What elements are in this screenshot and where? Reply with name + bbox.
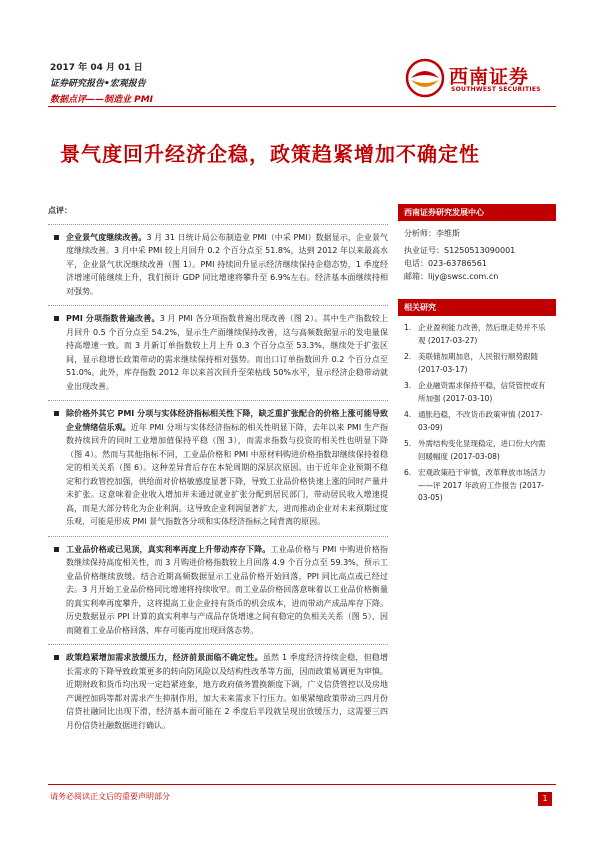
paragraph-4 <box>48 543 388 638</box>
related-item[interactable] <box>404 438 552 463</box>
related-item-date: (2017-03-09) <box>418 410 543 432</box>
bullet-icon <box>54 316 59 321</box>
main-content <box>48 204 388 739</box>
bullet-icon <box>54 547 59 552</box>
footer-divider <box>48 784 556 785</box>
related-item[interactable] <box>404 467 552 505</box>
related-item-date: (2017-03-17) <box>418 364 468 374</box>
report-date: 2017 年 04 月 01 日 <box>50 63 143 73</box>
logo-mark-icon <box>405 58 445 98</box>
report-header <box>50 60 153 108</box>
analyst-license: 执业证号：S1250513090001 <box>404 246 516 255</box>
analyst-info <box>398 221 556 289</box>
section-divider <box>48 224 388 225</box>
paragraph-divider <box>48 536 388 537</box>
related-item-title: 通胀趋稳，不改货币政策审慎 <box>418 410 516 419</box>
sidebar <box>398 204 556 509</box>
institute-header: 西南证券研究发展中心 <box>398 204 556 221</box>
company-logo <box>405 58 555 98</box>
page-number: 1 <box>538 792 552 806</box>
analyst-phone: 电话：023-63786561 <box>404 259 487 268</box>
paragraph-text: 3 月 PMI 各分项指数普遍出现改善（图 2）。其中生产指数较上月回升 0.5 个百分点至 54.2%，显示生产面继续保持改善，这与高频数据显示的发电量保持高增速一致。而 3 月新订单指数较上月上升 0.3 个百分点至 53.3%，继续处于扩张区间，显示稳增长政策带动的需求继续保持相对强势。而出口订单指数回升 0.2 个百分点至 51.0%。此外，库存指数 2012 年以来首次回升至荣枯线 50%水平，显示经济企稳带动就业出现改善。 <box>66 314 388 391</box>
paragraph-lead: PMI 分项指数普遍改善。 <box>66 314 160 323</box>
paragraph-lead: 企业景气度继续改善。 <box>66 232 147 242</box>
related-item[interactable] <box>404 351 552 376</box>
paragraph-lead: 工业品价格或已见顶，真实利率再度上升带动库存下降。 <box>66 544 271 554</box>
report-type: 证券研究报告•宏观报告 <box>50 79 146 89</box>
paragraph-text: 虽然 1 季度经济持续企稳，但稳增长需求的下降导致政策更多的转向防风险以及结构性改革等方面，因而政策易调更为审慎。近期财政和货币均出现一定趋紧迹象，地方政府债务置换额度下调，广义信贷管控以及房地产调控加码等都对需求产生抑制作用，加大未来需求下行压力。如果紧缩政策带动三四月份信贷社融同比出现下滑，经济基本面可能在 2 季度后半段就呈现出放缓压力，这需要三四月份信贷社融数据进行确认。 <box>66 653 388 730</box>
paragraph-text: 近年 PMI 分项与实体经济指标的相关性明显下降，去年以来 PMI 生产指数持续回升的同时工业增加值保持平稳（图 3），而需求指数与投资的相关性也明显下降（图 4）。然而与其他指标不同，工业品价格和 PMI 中原材料购进价格指数却继续保持着稳定的相关关系（图 6）。这种差异背后存在本轮周期的深层次原因。由于近年企业预期不稳定和行政管控加强，供给面对价格敏感度显著下降，导致工业品价格快速上涨的同时产量并未扩张。这意味着企业收入增加并未通过就业扩张分配到居民部门，带动居民收入增速提高，而是大部分转化为企业利润。这导致企业利润显著扩大，进而推动企业对未来预期过度乐观，可能是形成 PMI 景气指数各分项和实体经济指标之间背离的原因。 <box>66 422 389 526</box>
bullet-icon <box>54 411 59 416</box>
related-research-header: 相关研究 <box>398 299 556 316</box>
related-item-date: (2017-03-08) <box>450 451 500 461</box>
paragraph-5 <box>48 651 388 732</box>
related-item-num: 1. <box>404 323 412 332</box>
related-item-num: 3. <box>404 381 412 390</box>
related-item-num: 2. <box>404 352 412 361</box>
paragraph-divider <box>48 400 388 401</box>
paragraph-3 <box>48 407 388 529</box>
related-item-date: (2017-03-27) <box>427 335 478 345</box>
paragraph-divider <box>48 305 388 306</box>
header-divider <box>48 106 556 107</box>
paragraph-lead: 除价格外其它 PMI 分项与实体经济指标相关性下降，缺乏重扩张配合的价格上涨可能导致企业情绪信乐观。 <box>66 409 388 432</box>
paragraph-text: 工业品价格与 PMI 中购进价格指数继续保持高度相关性，而 3 月购进价格指数较上月回落 4.9 个百分点至 59.3%，预示工业品价格继续放缓。结合近期高频数据显示工业品价格开始回落，PPI 同比高点或已经过去。3 月开始工业品价格同比增速将持续收窄。而工业品价格回落意味着以工业品价格衡量的真实利率再度攀升，这将提高工业企业持有货币的机会成本，进而带动产成品库存下降。历史数据显示 PPI 计算的真实利率与产成品存货增速之间有稳定的负相关关系（图 5），因而随着工业品价格回落，库存可能再度出现回落态势。 <box>66 544 389 635</box>
related-item-num: 6. <box>404 468 412 477</box>
paragraph-lead: 政策趋紧增加需求放缓压力，经济前景面临不确定性。 <box>66 653 263 662</box>
related-item[interactable] <box>404 322 552 347</box>
logo-name-cn: 西南证券 <box>449 66 530 88</box>
section-title: 点评： <box>48 206 72 215</box>
related-item-title: 美联储加期加息，人民银行顺势跟随 <box>418 352 538 361</box>
related-item-num: 4. <box>404 410 412 419</box>
bullet-icon <box>54 235 59 240</box>
paragraph-divider <box>48 644 388 645</box>
paragraph-1 <box>48 231 388 299</box>
related-item[interactable] <box>404 380 552 405</box>
report-title: 景气度回升经济企稳，政策趋紧增加不确定性 <box>60 142 480 166</box>
paragraph-text: 3 月 31 日统计局公布制造业 PMI（中采 PMI）数据显示，企业景气度继续改善。3 月中采 PMI 较上月回升 0.2 个百分点至 51.8%，达到 2012 年以来最高水平，企业景气状况继续改善（图 1）。PMI 持续回升显示经济继续保持企稳态势，1 季度经济增速可能继续上升，我们预计 GDP 同比增速将攀升至 6.9%左右。经济基本面继续持相对强势。 <box>66 232 389 296</box>
related-research-list <box>398 316 556 505</box>
analyst-email[interactable]: 邮箱：lijy@swsc.com.cn <box>404 272 499 281</box>
paragraph-2 <box>48 312 388 393</box>
related-item-num: 5. <box>404 439 412 448</box>
related-item-title: 企业盈利能力改善，然后继走势并不乐观 <box>418 323 546 345</box>
logo-name-en: SOUTHWEST SECURITIES <box>451 86 541 93</box>
related-item-title: 宏观政策趋于审慎，改革释放市场活力——评 2017 年政府工作报告 <box>418 468 546 490</box>
related-item-title: 外需结构变化显现稳定，进口份大内需回暖幅度 <box>418 439 546 461</box>
related-item-date: (2017-03-05) <box>418 480 544 502</box>
related-item-date: (2017-03-10) <box>442 393 493 403</box>
report-category: 数据点评——制造业 PMI <box>50 95 154 105</box>
related-item[interactable] <box>404 409 552 434</box>
bullet-icon <box>54 655 59 660</box>
related-item-title: 企业融资需求保持平稳，信贷管控或有所加强 <box>418 381 546 403</box>
analyst-name: 分析师：李维斯 <box>404 229 460 238</box>
footer-disclaimer: 请务必阅读正文后的重要声明部分 <box>50 792 170 801</box>
